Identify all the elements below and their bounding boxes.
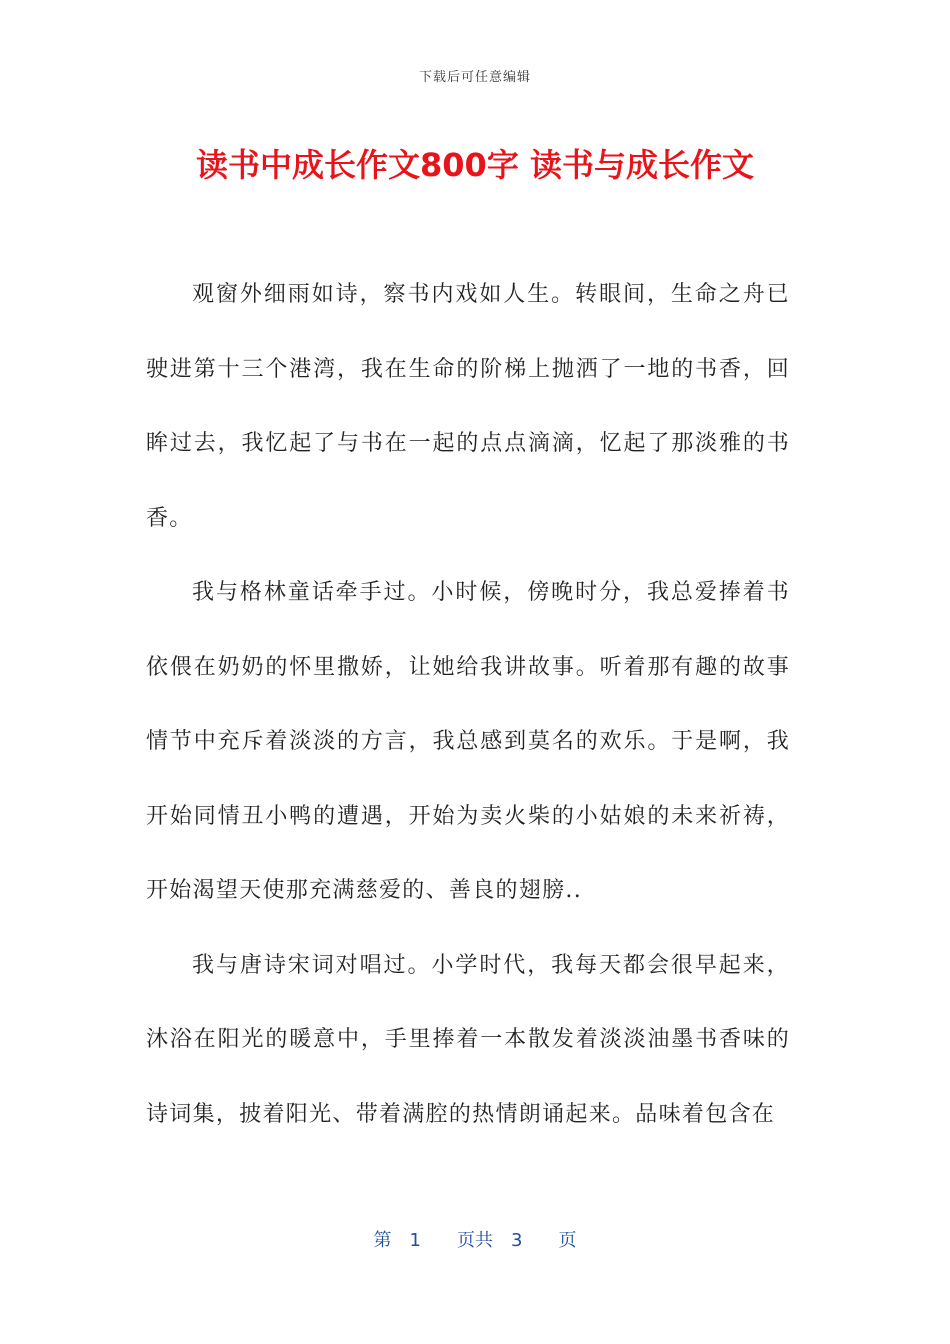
paragraph-2: 我与格林童话牵手过。小时候，傍晚时分，我总爱捧着书依偎在奶奶的怀里撒娇，让她给我讲故事。听着那有趣的故事情节中充斥着淡淡的方言，我总感到莫名的欢乐。于是啊，我开始同情丑小鸭的遭遇，开始为卖火柴的小姑娘的未来祈祷，开始渴望天使那充满慈爱的、善良的翅膀..: [146, 580, 790, 903]
page-number-footer: 第 1 页共 3 页: [373, 1230, 577, 1251]
paragraph-1: 观窗外细雨如诗，察书内戏如人生。转眼间，生命之舟已驶进第十三个港湾，我在生命的阶梯上抛洒了一地的书香，回眸过去，我忆起了与书在一起的点点滴滴，忆起了那淡雅的书香。: [146, 282, 790, 531]
page-header-note: 下载后可任意编辑: [418, 70, 531, 85]
paragraph-3: 我与唐诗宋词对唱过。小学时代，我每天都会很早起来，沐浴在阳光的暖意中，手里捧着一本散发着淡淡油墨书香味的诗词集，披着阳光、带着满腔的热情朗诵起来。品味着包含在: [146, 952, 790, 1127]
document-body: [146, 258, 790, 1152]
document-title: 读书中成长作文800字 读书与成长作文: [196, 146, 754, 184]
